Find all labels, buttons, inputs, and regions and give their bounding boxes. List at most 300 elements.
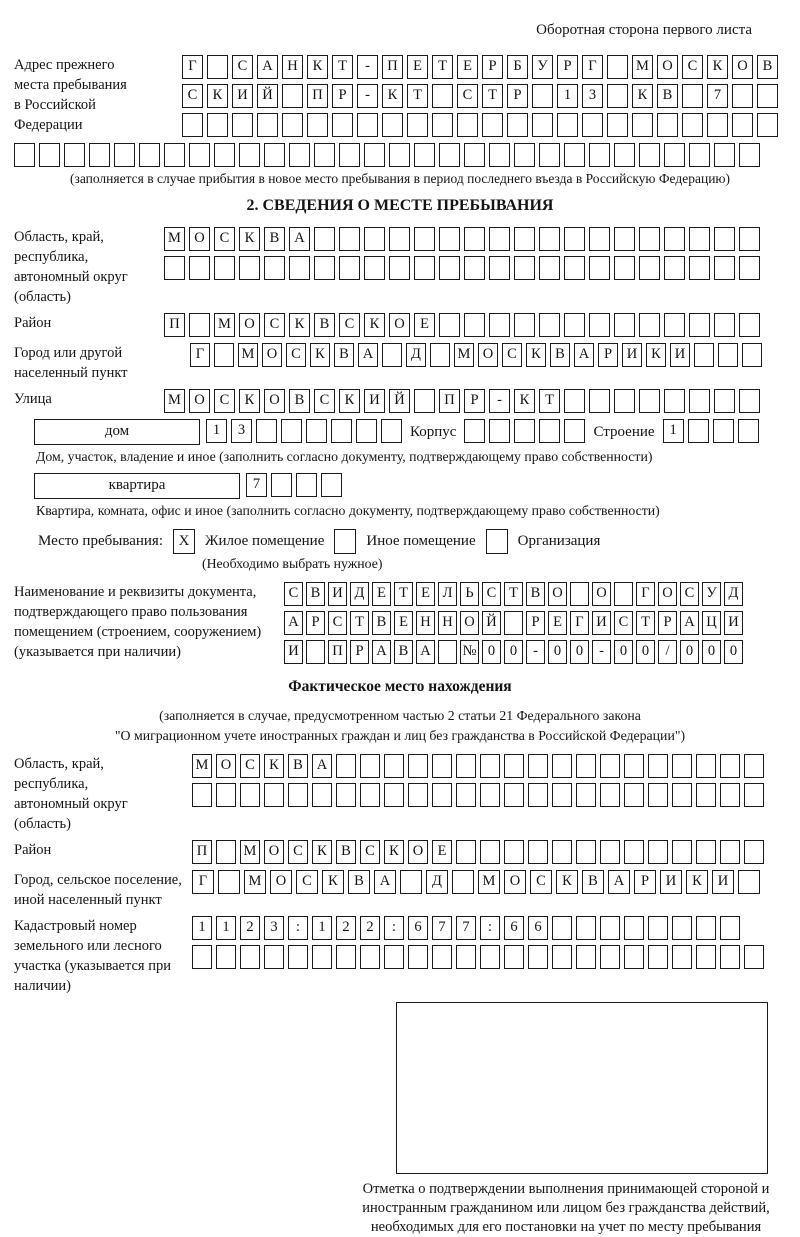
char-cell[interactable]: Т	[350, 611, 369, 635]
char-cell[interactable]	[464, 256, 485, 280]
char-cell[interactable]	[264, 143, 285, 167]
char-cell[interactable]: К	[322, 870, 344, 894]
char-cell[interactable]: М	[164, 227, 185, 251]
char-cell[interactable]	[364, 256, 385, 280]
char-cell[interactable]	[207, 55, 228, 79]
char-cell[interactable]: С	[360, 840, 380, 864]
char-cell[interactable]: 0	[724, 640, 743, 664]
char-cell[interactable]: Р	[306, 611, 325, 635]
char-cell[interactable]: 3	[264, 916, 284, 940]
char-cell[interactable]: -	[357, 84, 378, 108]
char-cell[interactable]: С	[482, 582, 501, 606]
char-cell[interactable]	[464, 227, 485, 251]
char-cell[interactable]	[539, 227, 560, 251]
char-cell[interactable]	[306, 640, 325, 664]
char-cell[interactable]: И	[284, 640, 303, 664]
char-cell[interactable]	[271, 473, 292, 497]
char-cell[interactable]	[14, 143, 35, 167]
char-cell[interactable]: Е	[394, 611, 413, 635]
char-cell[interactable]	[576, 916, 596, 940]
char-cell[interactable]	[696, 945, 716, 969]
char-cell[interactable]: Е	[414, 313, 435, 337]
char-cell[interactable]	[282, 84, 303, 108]
char-cell[interactable]: Н	[282, 55, 303, 79]
char-cell[interactable]	[456, 754, 476, 778]
char-cell[interactable]: 2	[240, 916, 260, 940]
char-cell[interactable]	[382, 343, 402, 367]
char-cell[interactable]	[480, 783, 500, 807]
char-cell[interactable]	[564, 419, 585, 443]
char-cell[interactable]	[757, 113, 778, 137]
char-cell[interactable]	[739, 313, 760, 337]
char-cell[interactable]: В	[550, 343, 570, 367]
char-cell[interactable]: Е	[432, 840, 452, 864]
char-cell[interactable]: О	[658, 582, 677, 606]
char-cell[interactable]	[389, 256, 410, 280]
char-cell[interactable]: О	[460, 611, 479, 635]
char-cell[interactable]	[714, 313, 735, 337]
char-cell[interactable]: А	[284, 611, 303, 635]
char-cell[interactable]: /	[658, 640, 677, 664]
char-cell[interactable]: С	[284, 582, 303, 606]
char-cell[interactable]	[514, 313, 535, 337]
char-cell[interactable]	[439, 227, 460, 251]
char-cell[interactable]	[694, 343, 714, 367]
char-cell[interactable]	[207, 113, 228, 137]
char-cell[interactable]	[589, 389, 610, 413]
char-cell[interactable]	[312, 783, 332, 807]
char-cell[interactable]	[384, 754, 404, 778]
char-cell[interactable]: 0	[482, 640, 501, 664]
char-cell[interactable]: 1	[312, 916, 332, 940]
char-cell[interactable]	[576, 754, 596, 778]
char-cell[interactable]	[682, 113, 703, 137]
char-cell[interactable]: :	[384, 916, 404, 940]
char-cell[interactable]: В	[657, 84, 678, 108]
char-cell[interactable]: Д	[724, 582, 743, 606]
char-cell[interactable]: 7	[432, 916, 452, 940]
char-cell[interactable]: К	[239, 389, 260, 413]
char-cell[interactable]	[189, 256, 210, 280]
char-cell[interactable]: Р	[332, 84, 353, 108]
char-cell[interactable]	[614, 389, 635, 413]
char-cell[interactable]: И	[328, 582, 347, 606]
char-cell[interactable]: Т	[539, 389, 560, 413]
char-cell[interactable]	[589, 143, 610, 167]
char-cell[interactable]: Ц	[702, 611, 721, 635]
char-cell[interactable]	[439, 256, 460, 280]
char-cell[interactable]: С	[682, 55, 703, 79]
char-cell[interactable]	[336, 783, 356, 807]
char-cell[interactable]: 2	[336, 916, 356, 940]
char-cell[interactable]: 1	[663, 419, 684, 443]
char-cell[interactable]	[408, 945, 428, 969]
char-cell[interactable]	[639, 143, 660, 167]
char-cell[interactable]: О	[239, 313, 260, 337]
char-cell[interactable]	[688, 419, 709, 443]
char-cell[interactable]	[539, 419, 560, 443]
char-cell[interactable]	[739, 227, 760, 251]
char-cell[interactable]	[332, 113, 353, 137]
char-cell[interactable]: Н	[438, 611, 457, 635]
char-cell[interactable]: №	[460, 640, 479, 664]
char-cell[interactable]	[480, 945, 500, 969]
char-cell[interactable]: :	[288, 916, 308, 940]
char-cell[interactable]: С	[296, 870, 318, 894]
char-cell[interactable]	[664, 256, 685, 280]
char-cell[interactable]	[639, 389, 660, 413]
char-cell[interactable]	[714, 256, 735, 280]
char-cell[interactable]	[657, 113, 678, 137]
char-cell[interactable]	[356, 419, 377, 443]
char-cell[interactable]: С	[339, 313, 360, 337]
char-cell[interactable]	[214, 143, 235, 167]
char-cell[interactable]: О	[264, 840, 284, 864]
char-cell[interactable]: К	[556, 870, 578, 894]
char-cell[interactable]	[364, 143, 385, 167]
char-cell[interactable]	[306, 419, 327, 443]
char-cell[interactable]	[689, 256, 710, 280]
char-cell[interactable]	[339, 227, 360, 251]
char-cell[interactable]	[614, 227, 635, 251]
char-cell[interactable]	[614, 582, 633, 606]
char-cell[interactable]	[714, 143, 735, 167]
char-cell[interactable]	[240, 945, 260, 969]
char-cell[interactable]	[464, 313, 485, 337]
char-cell[interactable]: У	[532, 55, 553, 79]
char-cell[interactable]: 6	[408, 916, 428, 940]
char-cell[interactable]	[539, 143, 560, 167]
char-cell[interactable]: К	[707, 55, 728, 79]
char-cell[interactable]: П	[192, 840, 212, 864]
char-cell[interactable]	[414, 389, 435, 413]
char-cell[interactable]	[600, 945, 620, 969]
char-cell[interactable]: К	[307, 55, 328, 79]
char-cell[interactable]	[504, 754, 524, 778]
char-cell[interactable]: 3	[582, 84, 603, 108]
char-cell[interactable]: О	[189, 389, 210, 413]
char-cell[interactable]	[576, 945, 596, 969]
char-cell[interactable]: С	[457, 84, 478, 108]
char-cell[interactable]: И	[592, 611, 611, 635]
char-cell[interactable]: Р	[507, 84, 528, 108]
char-cell[interactable]: Р	[634, 870, 656, 894]
char-cell[interactable]	[489, 227, 510, 251]
char-cell[interactable]	[564, 256, 585, 280]
char-cell[interactable]	[639, 313, 660, 337]
char-cell[interactable]: А	[372, 640, 391, 664]
checkbox-organization[interactable]	[486, 529, 508, 554]
char-cell[interactable]: И	[622, 343, 642, 367]
char-cell[interactable]: 7	[707, 84, 728, 108]
char-cell[interactable]	[648, 945, 668, 969]
char-cell[interactable]	[239, 256, 260, 280]
char-cell[interactable]	[739, 256, 760, 280]
char-cell[interactable]: А	[289, 227, 310, 251]
char-cell[interactable]	[456, 945, 476, 969]
char-cell[interactable]: С	[502, 343, 522, 367]
char-cell[interactable]	[739, 143, 760, 167]
char-cell[interactable]: С	[530, 870, 552, 894]
char-cell[interactable]	[389, 227, 410, 251]
char-cell[interactable]	[189, 313, 210, 337]
char-cell[interactable]: Д	[406, 343, 426, 367]
char-cell[interactable]	[264, 783, 284, 807]
char-cell[interactable]	[624, 916, 644, 940]
char-cell[interactable]: И	[712, 870, 734, 894]
char-cell[interactable]	[589, 227, 610, 251]
char-cell[interactable]	[256, 419, 277, 443]
char-cell[interactable]	[707, 113, 728, 137]
char-cell[interactable]: О	[504, 870, 526, 894]
char-cell[interactable]: О	[592, 582, 611, 606]
char-cell[interactable]	[648, 840, 668, 864]
char-cell[interactable]: В	[306, 582, 325, 606]
char-cell[interactable]	[489, 419, 510, 443]
char-cell[interactable]	[744, 945, 764, 969]
char-cell[interactable]: 7	[246, 473, 267, 497]
char-cell[interactable]	[614, 143, 635, 167]
char-cell[interactable]	[624, 840, 644, 864]
char-cell[interactable]	[718, 343, 738, 367]
char-cell[interactable]	[672, 783, 692, 807]
char-cell[interactable]: Р	[526, 611, 545, 635]
char-cell[interactable]	[600, 916, 620, 940]
char-cell[interactable]: Г	[190, 343, 210, 367]
char-cell[interactable]: И	[670, 343, 690, 367]
char-cell[interactable]: А	[257, 55, 278, 79]
char-cell[interactable]	[696, 783, 716, 807]
char-cell[interactable]: М	[238, 343, 258, 367]
char-cell[interactable]	[639, 256, 660, 280]
char-cell[interactable]	[582, 113, 603, 137]
char-cell[interactable]: А	[358, 343, 378, 367]
char-cell[interactable]	[570, 582, 589, 606]
char-cell[interactable]: К	[310, 343, 330, 367]
char-cell[interactable]	[216, 945, 236, 969]
char-cell[interactable]	[288, 945, 308, 969]
char-cell[interactable]	[240, 783, 260, 807]
char-cell[interactable]: С	[264, 313, 285, 337]
char-cell[interactable]	[192, 783, 212, 807]
char-cell[interactable]: А	[374, 870, 396, 894]
char-cell[interactable]: М	[214, 313, 235, 337]
char-cell[interactable]	[360, 945, 380, 969]
char-cell[interactable]: П	[439, 389, 460, 413]
char-cell[interactable]	[552, 754, 572, 778]
char-cell[interactable]	[432, 945, 452, 969]
char-cell[interactable]: А	[608, 870, 630, 894]
char-cell[interactable]: Р	[598, 343, 618, 367]
char-cell[interactable]: Й	[389, 389, 410, 413]
char-cell[interactable]	[504, 840, 524, 864]
char-cell[interactable]	[400, 870, 422, 894]
char-cell[interactable]	[600, 783, 620, 807]
char-cell[interactable]	[331, 419, 352, 443]
char-cell[interactable]	[528, 754, 548, 778]
char-cell[interactable]	[439, 313, 460, 337]
char-cell[interactable]: С	[288, 840, 308, 864]
char-cell[interactable]: 0	[680, 640, 699, 664]
char-cell[interactable]	[480, 754, 500, 778]
char-cell[interactable]: 1	[192, 916, 212, 940]
char-cell[interactable]	[732, 84, 753, 108]
char-cell[interactable]	[504, 945, 524, 969]
char-cell[interactable]: Е	[372, 582, 391, 606]
char-cell[interactable]: Т	[636, 611, 655, 635]
char-cell[interactable]: Г	[182, 55, 203, 79]
char-cell[interactable]: С	[182, 84, 203, 108]
char-cell[interactable]	[64, 143, 85, 167]
char-cell[interactable]: 6	[504, 916, 524, 940]
char-cell[interactable]	[432, 84, 453, 108]
char-cell[interactable]	[600, 840, 620, 864]
char-cell[interactable]: К	[632, 84, 653, 108]
char-cell[interactable]: О	[270, 870, 292, 894]
char-cell[interactable]	[216, 783, 236, 807]
char-cell[interactable]	[489, 313, 510, 337]
char-cell[interactable]	[738, 419, 759, 443]
char-cell[interactable]: С	[232, 55, 253, 79]
char-cell[interactable]: В	[526, 582, 545, 606]
char-cell[interactable]	[682, 84, 703, 108]
char-cell[interactable]: 1	[557, 84, 578, 108]
char-cell[interactable]	[307, 113, 328, 137]
char-cell[interactable]	[282, 113, 303, 137]
char-cell[interactable]: К	[526, 343, 546, 367]
char-cell[interactable]	[504, 611, 523, 635]
char-cell[interactable]: К	[364, 313, 385, 337]
char-cell[interactable]: О	[408, 840, 428, 864]
char-cell[interactable]: 7	[456, 916, 476, 940]
char-cell[interactable]: -	[526, 640, 545, 664]
char-cell[interactable]: С	[328, 611, 347, 635]
char-cell[interactable]	[607, 55, 628, 79]
char-cell[interactable]	[552, 916, 572, 940]
char-cell[interactable]: С	[214, 389, 235, 413]
char-cell[interactable]	[528, 840, 548, 864]
char-cell[interactable]: К	[339, 389, 360, 413]
char-cell[interactable]	[314, 227, 335, 251]
char-cell[interactable]: В	[757, 55, 778, 79]
char-cell[interactable]: В	[336, 840, 356, 864]
char-cell[interactable]: С	[680, 582, 699, 606]
char-cell[interactable]	[480, 840, 500, 864]
char-cell[interactable]	[414, 256, 435, 280]
char-cell[interactable]	[664, 313, 685, 337]
char-cell[interactable]: С	[240, 754, 260, 778]
char-cell[interactable]	[720, 840, 740, 864]
char-cell[interactable]: Д	[426, 870, 448, 894]
char-cell[interactable]	[552, 840, 572, 864]
char-cell[interactable]	[624, 783, 644, 807]
char-cell[interactable]: О	[548, 582, 567, 606]
char-cell[interactable]	[281, 419, 302, 443]
char-cell[interactable]	[589, 256, 610, 280]
char-cell[interactable]	[464, 143, 485, 167]
char-cell[interactable]	[384, 783, 404, 807]
char-cell[interactable]: К	[382, 84, 403, 108]
char-cell[interactable]: -	[357, 55, 378, 79]
char-cell[interactable]	[528, 945, 548, 969]
char-cell[interactable]: Е	[407, 55, 428, 79]
char-cell[interactable]	[539, 313, 560, 337]
char-cell[interactable]	[456, 840, 476, 864]
char-cell[interactable]: К	[264, 754, 284, 778]
char-cell[interactable]	[504, 783, 524, 807]
char-cell[interactable]: О	[189, 227, 210, 251]
char-cell[interactable]	[564, 313, 585, 337]
char-cell[interactable]: Р	[658, 611, 677, 635]
char-cell[interactable]	[732, 113, 753, 137]
char-cell[interactable]: С	[614, 611, 633, 635]
char-cell[interactable]	[720, 916, 740, 940]
char-cell[interactable]	[408, 783, 428, 807]
char-cell[interactable]	[514, 143, 535, 167]
char-cell[interactable]: Н	[416, 611, 435, 635]
char-cell[interactable]	[456, 783, 476, 807]
char-cell[interactable]	[696, 916, 716, 940]
char-cell[interactable]: К	[514, 389, 535, 413]
char-cell[interactable]	[357, 113, 378, 137]
char-cell[interactable]: А	[416, 640, 435, 664]
char-cell[interactable]	[336, 754, 356, 778]
char-cell[interactable]: О	[389, 313, 410, 337]
char-cell[interactable]	[607, 113, 628, 137]
char-cell[interactable]: С	[314, 389, 335, 413]
char-cell[interactable]	[624, 945, 644, 969]
char-cell[interactable]	[742, 343, 762, 367]
char-cell[interactable]	[713, 419, 734, 443]
char-cell[interactable]	[89, 143, 110, 167]
char-cell[interactable]: Р	[482, 55, 503, 79]
char-cell[interactable]	[624, 754, 644, 778]
char-cell[interactable]	[576, 783, 596, 807]
char-cell[interactable]: С	[286, 343, 306, 367]
char-cell[interactable]: Т	[394, 582, 413, 606]
char-cell[interactable]: П	[382, 55, 403, 79]
char-cell[interactable]: П	[307, 84, 328, 108]
char-cell[interactable]: В	[264, 227, 285, 251]
char-cell[interactable]: 0	[614, 640, 633, 664]
char-cell[interactable]	[214, 343, 234, 367]
char-cell[interactable]	[489, 256, 510, 280]
checkbox-other-premises[interactable]	[334, 529, 356, 554]
char-cell[interactable]	[689, 143, 710, 167]
char-cell[interactable]: О	[732, 55, 753, 79]
char-cell[interactable]	[532, 84, 553, 108]
char-cell[interactable]: О	[262, 343, 282, 367]
char-cell[interactable]	[257, 113, 278, 137]
char-cell[interactable]	[438, 640, 457, 664]
char-cell[interactable]	[381, 419, 402, 443]
char-cell[interactable]	[672, 916, 692, 940]
char-cell[interactable]: Т	[482, 84, 503, 108]
char-cell[interactable]	[564, 227, 585, 251]
char-cell[interactable]	[557, 113, 578, 137]
char-cell[interactable]: Б	[507, 55, 528, 79]
char-cell[interactable]	[720, 783, 740, 807]
char-cell[interactable]: -	[489, 389, 510, 413]
char-cell[interactable]: В	[288, 754, 308, 778]
char-cell[interactable]	[532, 113, 553, 137]
char-cell[interactable]: В	[348, 870, 370, 894]
char-cell[interactable]	[564, 389, 585, 413]
char-cell[interactable]	[720, 754, 740, 778]
char-cell[interactable]: Т	[504, 582, 523, 606]
char-cell[interactable]	[514, 419, 535, 443]
char-cell[interactable]	[216, 840, 236, 864]
